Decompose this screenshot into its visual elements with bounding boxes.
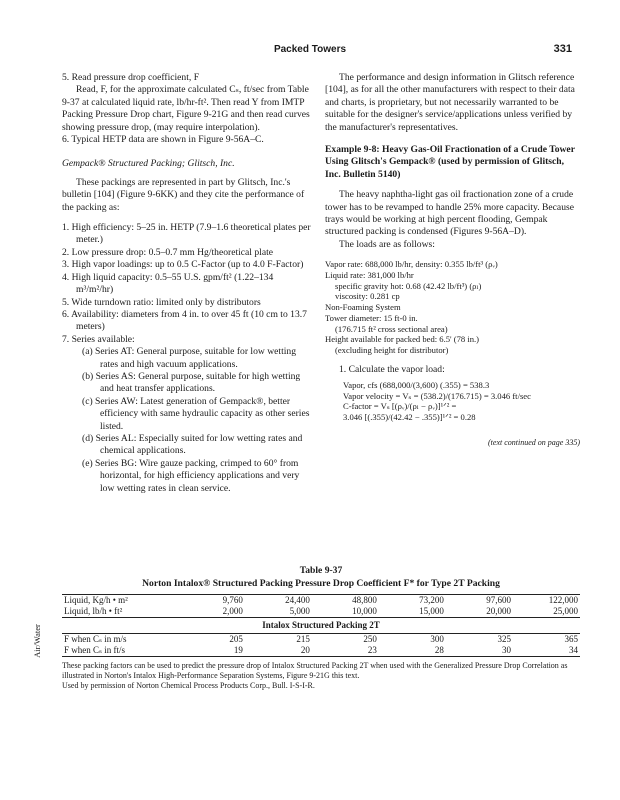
table-9-37 <box>62 565 580 691</box>
calc-line: Vapor velocity = Vₛ = (538.2)/(176.715) = 3.046 ft/sec <box>343 390 531 401</box>
data-line: Non-Foaming System <box>325 302 401 313</box>
section-heading-gempack: Gempack® Structured Packing; Glitsch, Inc. <box>62 158 235 170</box>
list-item: 4. High liquid capacity: 0.5–55 U.S. gpm/ft² (1.22–134 m³/m²/hr) <box>62 271 274 296</box>
table-subheading: Intalox Structured Packing 2T <box>62 618 580 634</box>
data-line: Liquid rate: 381,000 lb/hr <box>325 269 414 280</box>
data-line: Tower diameter: 15 ft-0 in. <box>325 312 418 323</box>
table-row: F when Cₛ in ft/s 19 20 23 28 30 34 <box>64 645 578 655</box>
step-5-heading: 5. Read pressure drop coefficient, F <box>62 72 200 83</box>
right-column <box>325 72 580 449</box>
list-item: 2. Low pressure drop: 0.5–0.7 mm Hg/theoretical plate <box>62 246 274 258</box>
page-number: 331 <box>553 43 572 55</box>
table-side-label <box>31 612 56 672</box>
series-item: (b) Series AS: General purpose, suitable for high wetting and heat transfer applications. <box>82 370 301 395</box>
calc-step-title: 1. Calculate the vapor load: <box>339 363 445 375</box>
loads-intro: The loads are as follows: <box>339 238 435 250</box>
data-line: (excluding height for distributor) <box>335 344 449 355</box>
series-item: (e) Series BG: Wire gauze packing, crimped to 60° from horizontal, for high efficiency applications and very low wetting rates in clean service. <box>82 457 300 494</box>
calc-lines <box>325 380 580 423</box>
running-header-title: Packed Towers <box>273 44 347 55</box>
table-row: Liquid, Kg/h • m² 9,760 24,400 48,800 73,200 97,600 122,000 <box>64 595 578 605</box>
series-item: (c) Series AW: Latest generation of Gempack®, better efficiency with same hydraulic capacity as other series listed. <box>82 395 310 432</box>
data-line: Height available for packed bed: 6.5' (78 in.) <box>325 334 480 345</box>
data-line: viscosity: 0.281 cp <box>335 291 400 302</box>
step-6: 6. Typical HETP data are shown in Figure 9-56A–C. <box>62 134 264 146</box>
example-paragraph: The heavy naphtha-light gas oil fractionation zone of a crude tower has to be revamped to handle 25% more capacity. Because trays would be working at high percent flooding, Gempak structured packing is condensed (Figures 9-56A–D). <box>325 189 574 238</box>
calc-line: Vapor, cfs (688,000/(3,600) (.355) = 538.3 <box>343 380 490 391</box>
side-label-text: Air/Water <box>31 624 42 658</box>
loads-data <box>325 259 580 355</box>
example-title: Example 9-8: Heavy Gas-Oil Fractionation of a Crude Tower Using Glitsch's Gempack® (used by permission of Glitsch, Inc. Bulletin 5140) <box>325 144 575 180</box>
data-line: specific gravity hot: 0.68 (42.42 lb/ft³) (ρₗ) <box>335 280 482 291</box>
list-item: 1. High efficiency: 5–25 in. HETP (7.9–1.6 theoretical plates per meter.) <box>62 222 311 246</box>
pressure-drop-table <box>62 594 580 657</box>
step-5-body: Read, F, for the approximate calculated Cₛ, ft/sec from Table 9-37 at calculated liquid rate, lb/hr-ft². Then read Y from IMTP Packing Pressure Drop chart, Figure 9-21G and then read curves showing pressure drop, (may require interpolation). <box>62 84 310 133</box>
continued-note: (text continued on page 335) <box>488 437 580 447</box>
section-intro: These packings are represented in part by Glitsch, Inc.'s bulletin [104] (Figure 9-6KK) and they cite the performance of the packing as: <box>62 176 305 213</box>
table-number: Table 9-37 <box>299 565 343 576</box>
series-item: (d) Series AL: Especially suited for low wetting rates and chemical applications. <box>82 432 303 457</box>
data-line: (176.715 ft² cross sectional area) <box>335 323 448 334</box>
table-row: Liquid, lb/h • ft² 2,000 5,000 10,000 15,000 20,000 25,000 <box>64 606 578 616</box>
table-caption: Norton Intalox® Structured Packing Pressure Drop Coefficient F* for Type 2T Packing <box>142 578 500 589</box>
list-item: 3. High vapor loadings: up to 0.5 C-Factor (up to 4.0 F-Factor) <box>62 259 304 271</box>
table-footnote: These packing factors can be used to predict the pressure drop of Intalox Structured Packing 2T when used with the Generalized Pressure Drop Correlation as illustrated in Norton's Intalox High-Performance Separation Systems, Figure 9-21G this text. <box>62 661 568 680</box>
data-line: Vapor rate: 688,000 lb/hr, density: 0.355 lb/ft³ (ρᵥ) <box>325 259 498 270</box>
calc-line: 3.046 [(.355)/(42.42 − .355)]¹ᐟ² = 0.28 <box>343 412 476 423</box>
calc-line: C-factor = Vₛ [(ρᵥ)/(ρₗ − ρᵥ)]¹ᐟ² = <box>343 401 457 412</box>
disclaimer-paragraph: The performance and design information in Glitsch reference [104], as for all the other manufacturers with respect to their data and charts, is proprietary, but not necessarily warranted to be suitable for the designer's service/applications unless verified by the manufacturer's representatives. <box>325 72 575 133</box>
list-item: 6. Availability: diameters from 4 in. to over 45 ft (10 cm to 13.7 meters) <box>62 308 307 333</box>
table-row: F when Cₛ in m/s 205 215 250 300 325 365 <box>64 634 578 644</box>
table-credit: Used by permission of Norton Chemical Process Products Corp., Bull. I-S-I-R. <box>62 681 315 690</box>
left-column <box>62 72 312 495</box>
series-item: (a) Series AT: General purpose, suitable for low wetting rates and high vacuum applications. <box>82 346 296 370</box>
list-item: 7. Series available: <box>62 333 135 345</box>
list-item: 5. Wide turndown ratio: limited only by distributors <box>62 296 261 308</box>
